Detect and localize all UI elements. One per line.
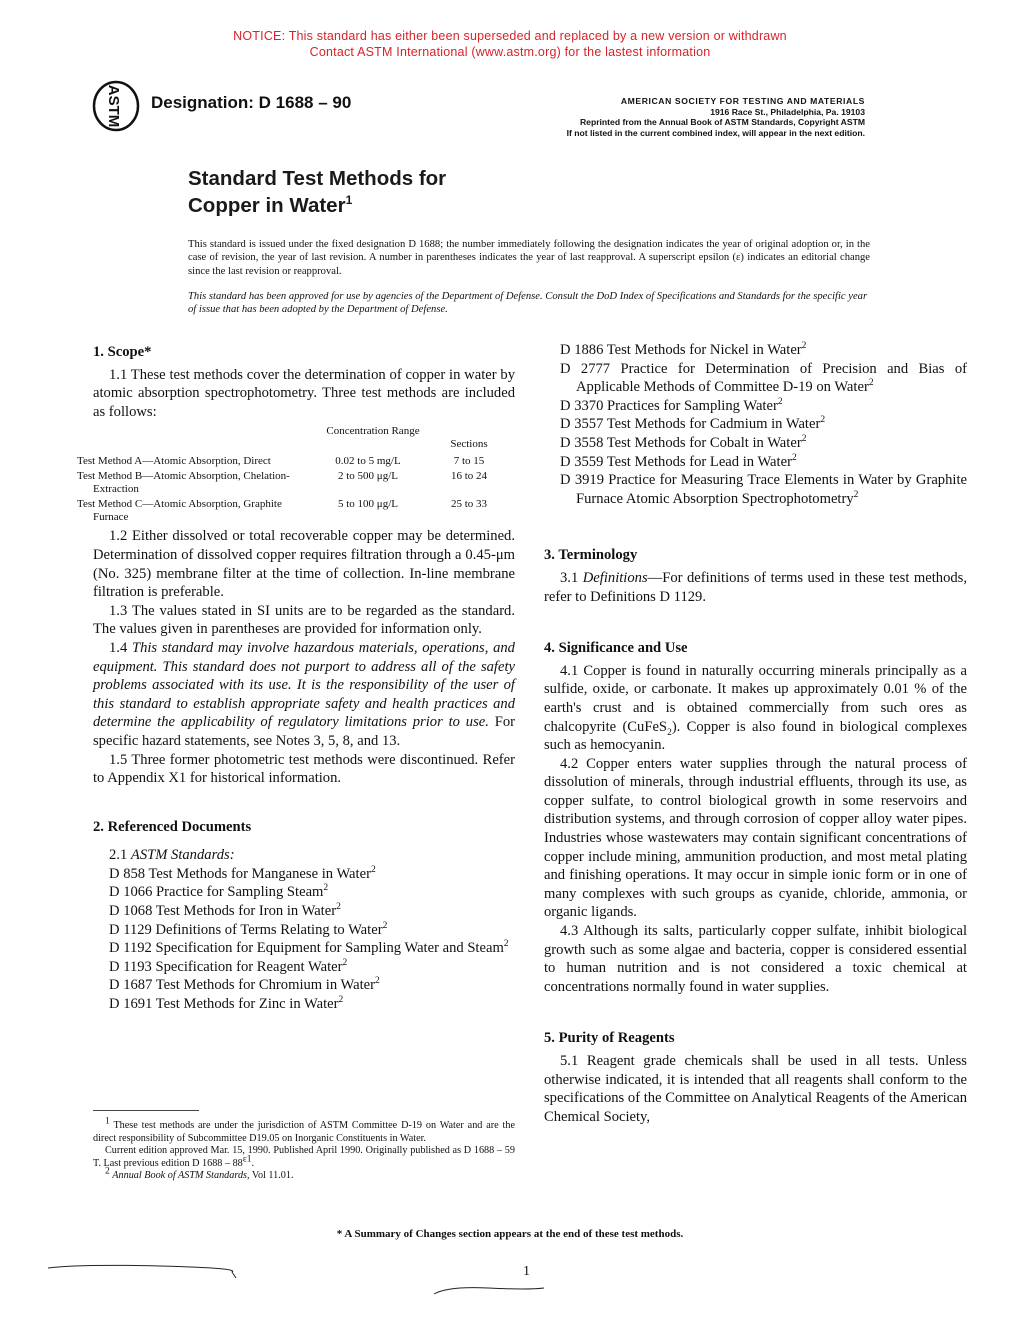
- para-2-1-num: 2.1: [109, 847, 128, 864]
- col-header-sections: Sections: [450, 438, 488, 451]
- astm-logo-icon: [92, 80, 140, 132]
- page-number: 1: [523, 1264, 530, 1279]
- title-line-2: Copper in Water: [188, 194, 346, 217]
- para-1-5: 1.5 Three former photometric test methods were discontinued. Refer to Appendix X1 for historical information.: [93, 751, 515, 787]
- right-column: [544, 341, 967, 1126]
- para-4-3: 4.3 Although its salts, particularly copper sulfate, inhibit biological growth such as some algae and bacteria, copper is considered essential to human nutrition and is not considered a toxic chemical at concentrations normally found in water supplies.: [544, 923, 967, 995]
- para-4-2: 4.2 Copper enters water supplies through the natural process of dissolution of minerals, through industrial effluents, through its use, as copper sulfate, to control biological growth in some reservoirs and distribution systems, and through corrosion of copper alloy water pipes. Industries whose wastewaters may contain significant concentrations of copper include mining, ammunition production, and most metal plating and finishing operations. It may occur in simple ionic form or in one of many complexes with such groups as cyanide, chloride, ammonia, or organic ligands.: [544, 755, 967, 921]
- range-c: 5 to 100 μg/L: [338, 498, 398, 511]
- hazard-reference: For specific hazard statements, see Notes 3, 5, 8, and 13.: [93, 714, 515, 749]
- astm-standards-label: ASTM Standards:: [130, 847, 235, 864]
- footnote-2: $^2$ Annual Book of ASTM Standards, Vol 11.01.: [105, 1166, 294, 1182]
- list-item: D 1886 Test Methods for Nickel in Water$^2$: [560, 341, 807, 358]
- list-item: D 1193 Specification for Reagent Water$^2$: [109, 957, 348, 975]
- range-b: 2 to 500 μg/L: [338, 470, 398, 483]
- society-block: [520, 96, 865, 138]
- supersede-notice: [0, 28, 1020, 60]
- section-heading-terminology: 3. Terminology: [544, 547, 638, 564]
- reference-list-right: [544, 341, 967, 508]
- list-item: D 3370 Practices for Sampling Water$^2$: [560, 396, 783, 414]
- list-item: D 3919 Practice for Measuring Trace Elements in Water by Graphite Furnace Atomic Absorption Spectrophotometry$^2$: [560, 472, 967, 507]
- para-1-4: [93, 639, 515, 751]
- page-title: [188, 165, 446, 219]
- para-5-1: 5.1 Reagent grade chemicals shall be used in all tests. Unless otherwise indicated, it is intended that all reagents shall conform to the specifications of the Committee on Analytical Reagents of the American Chemical Society,: [544, 1053, 967, 1125]
- footnotes: [93, 1116, 515, 1183]
- term-definitions: Definitions: [582, 569, 648, 586]
- list-item: D 1068 Test Methods for Iron in Water$^2$: [109, 902, 341, 920]
- table-row: [93, 498, 505, 524]
- index-note: If not listed in the current combined index, will appear in the next edition.: [566, 127, 865, 138]
- footnote-rule: [93, 1110, 199, 1111]
- footnote-1-edition: Current edition approved Mar. 15, 1990. Published April 1990. Originally published as D 1688 – 59 T. Last previous edition D $1688 - 88^{\varepsilon 1}$.: [93, 1145, 515, 1169]
- left-column: [77, 343, 515, 1014]
- list-item: D 2777 Practice for Determination of Precision and Bias of Applicable Methods of Committee D-19 on Water$^2$: [560, 360, 967, 396]
- list-item: D 3559 Test Methods for Lead in Water$^2$: [560, 452, 797, 470]
- para-1-4-num: 1.4: [109, 639, 128, 656]
- section-heading-scope: 1. Scope*: [93, 344, 152, 360]
- sections-a: 7 to 15: [453, 455, 485, 468]
- para-3-1: 3.1 Definitions—For definitions of terms used in these test methods, refer to Definitions D 1129.: [544, 569, 967, 605]
- title-line-1: Standard Test Methods for: [188, 167, 447, 190]
- para-1-1: 1.1 These test methods cover the determination of copper in water by atomic absorption spectrophotometry. Three test methods are included as follows:: [93, 366, 515, 420]
- list-item: D 1066 Practice for Sampling Steam$^2$: [109, 883, 329, 901]
- title-footnote-mark: 1: [345, 193, 353, 208]
- sections-b: 16 to 24: [450, 470, 488, 483]
- list-item: D 1192 Specification for Equipment for Sampling Water and Steam$^2$: [109, 939, 509, 957]
- col-header-range: Concentration Range: [326, 425, 420, 438]
- list-item: D 1129 Definitions of Terms Relating to Water$^2$: [109, 920, 388, 938]
- list-item: D 1687 Test Methods for Chromium in Water$^2$: [109, 976, 380, 994]
- notice-line-1: NOTICE: This standard has either been superseded and replaced by a new version or withdrawn: [233, 29, 787, 43]
- method-b: Test Method B—Atomic Absorption, Chelation-Extraction: [77, 470, 290, 496]
- dod-note: This standard has been approved for use by agencies of the Department of Defense. Consult the DoD Index of Specifications and Standards for the specific year of issue that has been adopted by the Department of Defense.: [188, 291, 868, 316]
- logo-text: ASTM: [105, 84, 122, 128]
- designation: Designation: D 1688 – 90: [151, 93, 352, 112]
- summary-of-changes-note: * A Summary of Changes section appears at the end of these test methods.: [336, 1228, 684, 1240]
- pen-mark-left: [40, 1262, 240, 1282]
- para-1-3: 1.3 The values stated in SI units are to be regarded as the standard. The values given in parentheses are provided for information only.: [93, 602, 515, 638]
- section-heading-reagents: 5. Purity of Reagents: [544, 1030, 675, 1047]
- notice-line-2: Contact ASTM International (www.astm.org) for the lastest information: [309, 45, 711, 59]
- sections-c: 25 to 33: [450, 498, 488, 511]
- society-name: AMERICAN SOCIETY FOR TESTING AND MATERIALS: [620, 96, 865, 106]
- table-row: [93, 470, 505, 498]
- list-item: D 1691 Test Methods for Zinc in Water$^2$: [109, 995, 344, 1013]
- section-heading-referenced: 2. Referenced Documents: [93, 818, 252, 835]
- society-address: 1916 Race St., Philadelphia, Pa. 19103: [710, 106, 865, 117]
- list-item: D 3558 Test Methods for Cobalt in Water$^2$: [560, 434, 807, 451]
- preamble: This standard is issued under the fixed designation D 1688; the number immediately following the designation indicates the year of original adoption or, in the case of revision, the year of last revision. A number in parentheses indicates the year of last reapproval. A superscript epsilon (ε) indicates an editorial change since the last revision or reapproval.: [188, 239, 870, 277]
- footnote-1: $^1$ These test methods are under the jurisdiction of ASTM Committee D-19 on Water and are the direct responsibility of Subcommittee D19.05 on Inorganic Constituents in Water.: [93, 1116, 515, 1144]
- para-2-1: [93, 846, 515, 865]
- list-item: D 3557 Test Methods for Cadmium in Water$^2$: [560, 415, 826, 433]
- reprint-note: Reprinted from the Annual Book of ASTM Standards, Copyright ASTM: [579, 117, 865, 128]
- reference-list-left: [93, 865, 515, 1014]
- table-row: [93, 455, 505, 470]
- method-a: Test Method A—Atomic Absorption, Direct: [77, 455, 271, 468]
- para-1-2: 1.2 Either dissolved or total recoverable copper may be determined. Determination of dissolved copper requires filtration through a 0.45-μm (No. 325) membrane filter at the time of collection. In-line membrane filtration is preferable.: [93, 528, 515, 601]
- methods-table: [77, 425, 505, 524]
- pen-mark-right: [428, 1280, 548, 1300]
- section-heading-significance: 4. Significance and Use: [544, 640, 688, 657]
- range-a: 0.02 to 5 mg/L: [335, 455, 401, 468]
- para-4-1: 4.1 Copper is found in naturally occurring minerals principally as a sulfide, oxide, or carbonate. It makes up approximately 0.01 % of the earth's crust and is obtained commercially from such ores as chalcopyrite (CuFeS$_2$). Copper is also found in biological complexes such as hemocyanin.: [544, 662, 968, 754]
- method-c: Test Method C—Atomic Absorption, Graphite Furnace: [77, 498, 282, 524]
- list-item: D 858 Test Methods for Manganese in Water$^2$: [109, 865, 376, 882]
- safety-statement: This standard may involve hazardous materials, operations, and equipment. This standard does not purport to address all of the safety problems associated with its use. It is the responsibility of the user of this standard to establish appropriate safety and health practices and determine the applicability of regulatory limitations prior to use.: [93, 639, 515, 731]
